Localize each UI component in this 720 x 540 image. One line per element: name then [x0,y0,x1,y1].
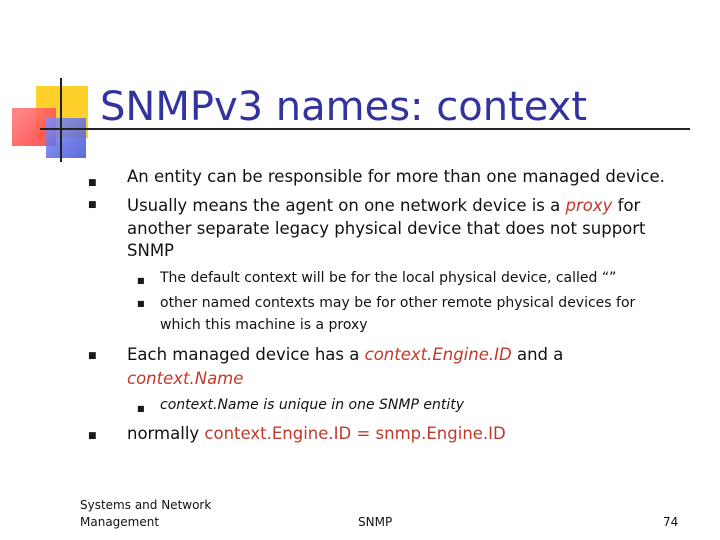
context-engine-id-term: context.Engine.ID [364,345,512,364]
bullet-3-mid: and a [511,345,564,364]
engine-id-equation: context.Engine.ID = snmp.Engine.ID [204,424,506,443]
context-name-term: context.Name [127,369,244,388]
slide-title: SNMPv3 names: context [100,84,588,130]
decor-blue-square [46,118,86,158]
bullet-2-pre: Usually means the agent on one network device is a [127,196,566,215]
sub-bullet-2-line-2: which this machine is a proxy [160,317,368,333]
bullet-3-pre: Each managed device has a [127,345,365,364]
bullet-2-line-2: another separate legacy physical device that does not support [127,219,646,238]
bullet-icon: ■ [88,200,97,210]
bullet-4-pre: normally [127,424,205,443]
footer-center: SNMP [358,515,393,529]
bullet-4-line [127,423,506,444]
sub-bullet-icon: ■ [137,276,145,285]
sub-bullet-2-line-1: other named contexts may be for other remote physical devices for [160,295,636,311]
bullet-2-line-3: SNMP [127,241,175,260]
sub-bullet-3-text: context.Name is unique in one SNMP entity [160,397,464,413]
footer-left-line-1: Systems and Network [80,498,212,512]
footer-left-line-2: Management [80,515,160,529]
sub-bullet-1-text: The default context will be for the local physical device, called “” [160,270,617,286]
bullet-icon: ■ [88,178,97,188]
proxy-term: proxy [565,196,613,215]
bullet-1-text: An entity can be responsible for more than one managed device. [127,167,665,186]
sub-bullet-icon: ■ [137,299,145,308]
bullet-icon: ■ [88,431,97,441]
bullet-2-post: for [612,196,641,215]
decor-vertical-line [60,78,62,162]
sub-bullet-icon: ■ [137,404,145,413]
bullet-3-line-1 [127,344,563,365]
page-number: 74 [663,515,679,529]
bullet-icon: ■ [88,351,97,361]
bullet-2-line-1 [127,195,640,216]
